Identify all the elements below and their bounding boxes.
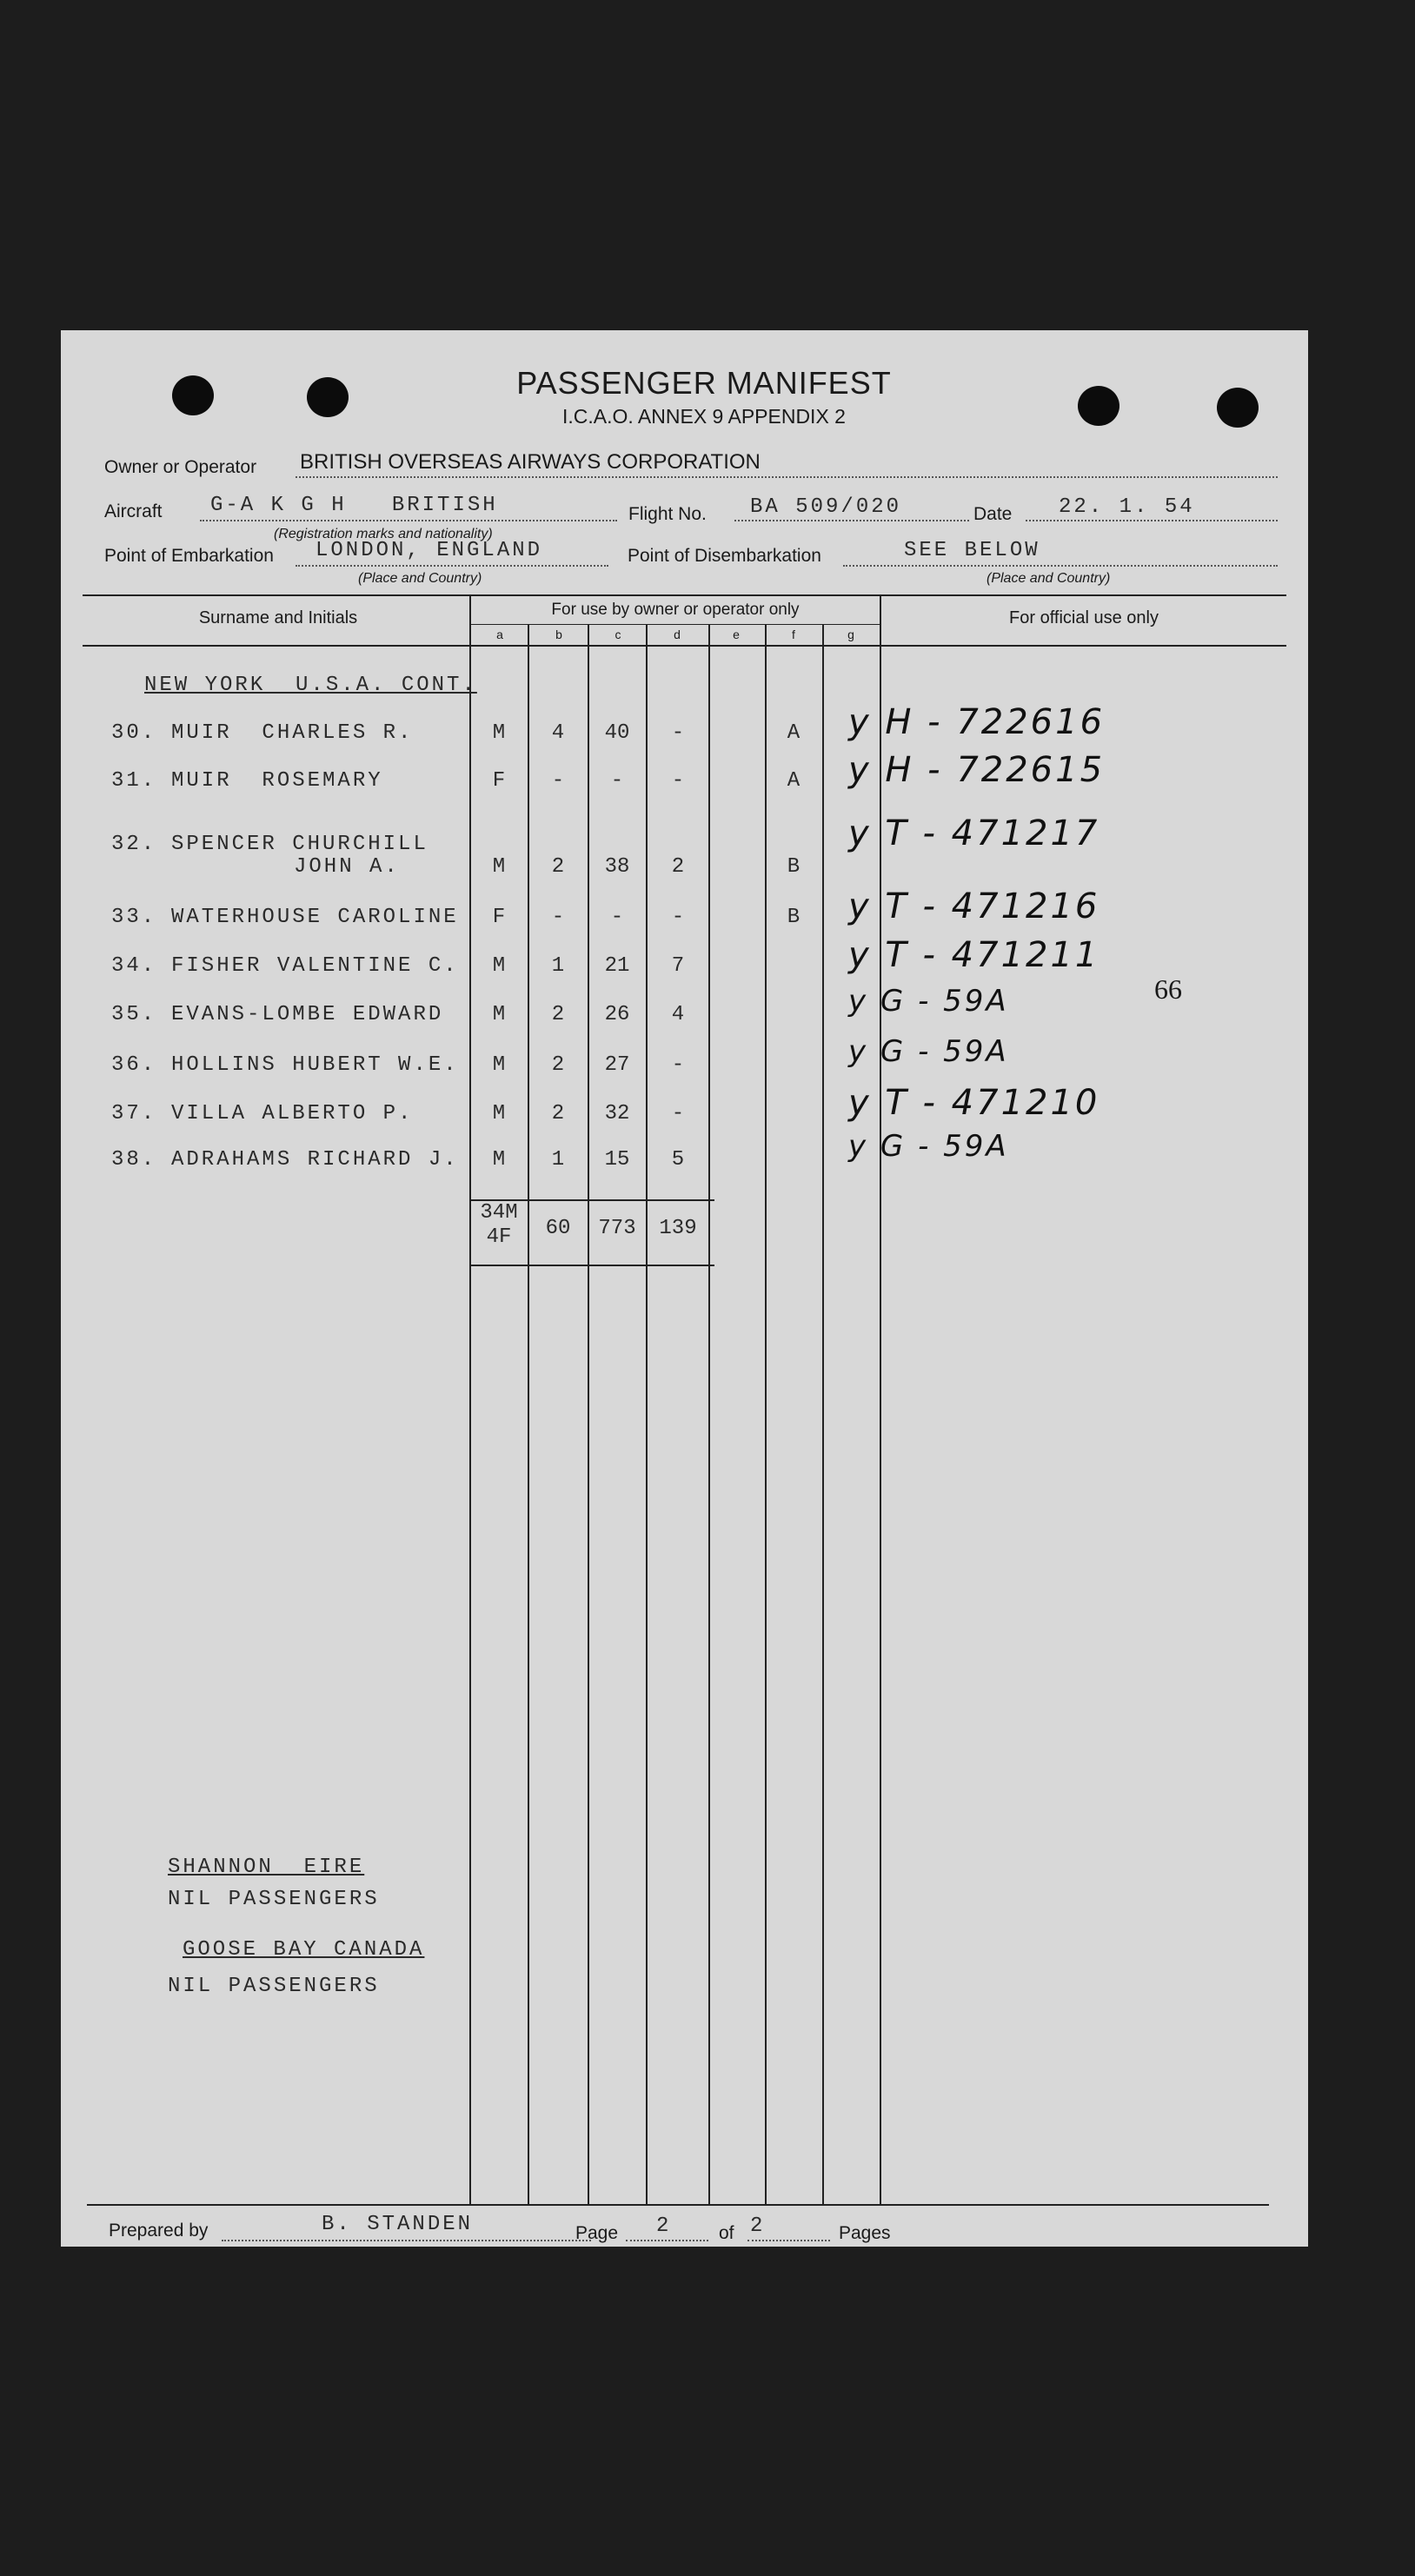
row-number: 35. [111,1003,157,1026]
total-females: 4F [486,1225,512,1249]
col-divider-fg [822,624,824,2204]
subcol-f: f [792,627,795,641]
passenger-f: A [787,721,801,745]
page-dotted-line [626,2240,708,2241]
passenger-sex: M [492,721,506,745]
passenger-c: 40 [604,721,630,745]
col-divider-cd [646,624,648,2204]
passenger-c: - [610,906,624,929]
page-label: Page [575,2223,619,2243]
passenger-sex: F [492,769,506,793]
date-dotted-line [1026,520,1278,521]
col-divider-surname [469,595,471,2204]
header-official-use: For official use only [1009,608,1159,627]
passenger-d: - [671,1053,685,1077]
pages-label: Pages [839,2223,891,2243]
passenger-c: 21 [604,954,630,978]
punch-hole-4 [1217,388,1259,428]
passenger-name: HOLLINS HUBERT W.E. [171,1053,459,1077]
official-handwritten-entry: y H - 722615 [848,750,1106,790]
table-top-rule [83,594,1286,596]
passenger-name: VILLA ALBERTO P. [171,1102,414,1125]
owner-dotted-line [296,476,1278,478]
subcol-d: d [674,627,681,641]
col-divider-de [708,624,710,2204]
total-males: 34M [480,1201,518,1225]
col-divider-ef [765,624,767,2204]
row-number: 34. [111,954,157,978]
aircraft-note: (Registration marks and nationality) [274,527,493,541]
of-value: 2 [750,2214,766,2238]
passenger-name: FISHER VALENTINE C. [171,954,459,978]
passenger-name: SPENCER CHURCHILL [171,833,428,856]
disembarkation-value: SEE BELOW [904,539,1040,562]
punch-hole-2 [307,377,349,417]
passenger-sex: M [492,855,506,879]
passenger-d: 5 [671,1148,685,1172]
subcol-a: a [496,627,503,641]
row-number: 37. [111,1102,157,1125]
passenger-c: 15 [604,1148,630,1172]
stop-shannon-note: NIL PASSENGERS [168,1888,380,1911]
punch-hole-3 [1078,386,1119,426]
passenger-sex: M [492,1053,506,1077]
stop-goose-bay-note: NIL PASSENGERS [168,1975,380,1998]
flight-dotted-line [734,520,969,521]
passenger-b: 4 [551,721,565,745]
passenger-b: 2 [551,855,565,879]
passenger-c: - [610,769,624,793]
row-number: 30. [111,721,157,745]
col-divider-ab [528,624,529,2204]
passenger-c: 27 [604,1053,630,1077]
date-label: Date [973,504,1013,524]
row-number: 31. [111,769,157,793]
embarkation-note: (Place and Country) [358,571,482,586]
passenger-sex: F [492,906,506,929]
official-handwritten-entry: y H - 722616 [848,702,1106,742]
passenger-sex: M [492,1148,506,1172]
total-c: 773 [598,1217,636,1240]
subcol-c: c [614,627,621,641]
official-handwritten-entry: y G - 59A [848,1034,1009,1069]
total-d: 139 [659,1217,697,1240]
margin-page-note: 66 [1154,973,1182,1005]
row-number: 33. [111,906,157,929]
passenger-b: - [551,769,565,793]
disembarkation-dotted-line [843,565,1278,567]
embarkation-value: LONDON, ENGLAND [316,539,543,562]
totals-bottom-rule [469,1265,714,1266]
official-handwritten-entry: y T - 471211 [848,935,1100,975]
official-handwritten-entry: y T - 471217 [848,813,1100,853]
passenger-f: B [787,855,801,879]
aircraft-value: G-A K G H BRITISH [210,494,498,517]
passenger-f: A [787,769,801,793]
row-number: 38. [111,1148,157,1172]
page-value: 2 [656,2214,672,2238]
total-b: 60 [545,1217,571,1240]
official-handwritten-entry: y G - 59A [848,984,1009,1019]
flight-label: Flight No. [628,504,707,524]
aircraft-dotted-line [200,520,617,521]
passenger-b: 2 [551,1053,565,1077]
stop-goose-bay-place: GOOSE BAY CANADA [183,1938,425,1962]
passenger-d: - [671,769,685,793]
passenger-d: - [671,721,685,745]
disembarkation-note: (Place and Country) [987,571,1111,586]
passenger-name: EVANS-LOMBE EDWARD [171,1003,444,1026]
prepared-dotted-line [222,2240,591,2241]
date-value: 22. 1. 54 [1059,495,1195,519]
table-bottom-rule [87,2204,1269,2206]
owner-label: Owner or Operator [104,457,257,477]
passenger-b: 2 [551,1102,565,1125]
passenger-name: MUIR CHARLES R. [171,721,414,745]
passenger-name: WATERHOUSE CAROLINE [171,906,459,929]
passenger-b: 1 [551,954,565,978]
passenger-d: - [671,906,685,929]
aircraft-label: Aircraft [104,501,163,521]
owner-subheader-rule [469,624,880,625]
passenger-b: 2 [551,1003,565,1026]
header-owner-use: For use by owner or operator only [551,601,800,619]
disembarkation-label: Point of Disembarkation [628,546,821,566]
passenger-sex: M [492,1003,506,1026]
passenger-sex: M [492,1102,506,1125]
manifest-sheet [61,330,1308,2247]
official-handwritten-entry: y T - 471210 [848,1083,1100,1123]
subcol-b: b [555,627,562,641]
of-dotted-line [747,2240,830,2241]
header-surname: Surname and Initials [198,608,358,627]
passenger-sex: M [492,954,506,978]
official-handwritten-entry: y G - 59A [848,1129,1009,1164]
flight-value: BA 509/020 [750,495,902,519]
embarkation-label: Point of Embarkation [104,546,274,566]
prepared-by-label: Prepared by [109,2221,209,2241]
embarkation-dotted-line [296,565,608,567]
passenger-d: - [671,1102,685,1125]
passenger-name: MUIR ROSEMARY [171,769,383,793]
passenger-b: 1 [551,1148,565,1172]
passenger-c: 32 [604,1102,630,1125]
passenger-name-cont: JOHN A. [294,855,400,879]
passenger-name: ADRAHAMS RICHARD J. [171,1148,459,1172]
punch-hole-1 [172,375,214,415]
passenger-b: - [551,906,565,929]
form-subtitle: I.C.A.O. ANNEX 9 APPENDIX 2 [562,405,846,428]
col-divider-bc [588,624,589,2204]
owner-value: BRITISH OVERSEAS AIRWAYS CORPORATION [300,450,761,474]
passenger-d: 4 [671,1003,685,1026]
passenger-c: 26 [604,1003,630,1026]
of-label: of [719,2223,734,2243]
form-title: PASSENGER MANIFEST [516,365,892,401]
row-number: 36. [111,1053,157,1077]
section-heading-new-york: NEW YORK U.S.A. CONT. [144,674,477,697]
passenger-f: B [787,906,801,929]
passenger-c: 38 [604,855,630,879]
subcol-g: g [847,627,854,641]
table-header-rule [83,645,1286,647]
prepared-by-value: B. STANDEN [322,2213,474,2236]
subcol-e: e [733,627,740,641]
row-number: 32. [111,833,157,856]
passenger-d: 7 [671,954,685,978]
official-handwritten-entry: y T - 471216 [848,886,1100,926]
stop-shannon-place: SHANNON EIRE [168,1856,365,1879]
passenger-d: 2 [671,855,685,879]
